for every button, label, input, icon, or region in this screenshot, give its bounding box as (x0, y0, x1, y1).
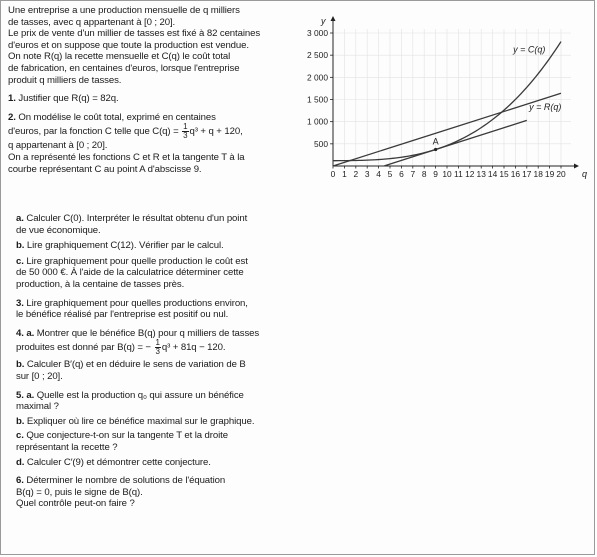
x-tick-label: 9 (433, 169, 438, 179)
fraction-denominator: 3 (183, 131, 188, 141)
question-text: d'euros, par la fonction C telle que C(q) = (8, 126, 179, 138)
question-5 (16, 390, 288, 469)
question-text: Quelle est la production q₀ qui assure un bénéfice (36, 389, 244, 401)
x-tick-label: 8 (421, 169, 427, 179)
question-1 (8, 93, 300, 105)
intro-line: On note R(q) la recette mensuelle et C(q) le coût total (8, 51, 231, 63)
intro-line: Une entreprise a une production mensuelle de q milliers (8, 5, 240, 16)
questions-column (16, 213, 288, 514)
y-tick-label: 2 000 (307, 72, 328, 83)
question-number: 4. (16, 327, 24, 339)
x-tick-label: 6 (399, 169, 404, 179)
question-number: 6. (16, 475, 24, 487)
question-text: On a représenté les fonctions C et R et la tangente T à la (8, 151, 245, 163)
x-tick-label: 1 (342, 169, 347, 179)
sub-label: b. (16, 359, 25, 371)
question-text: Lire graphiquement pour quelles productions environ, (26, 297, 248, 309)
point-A (434, 148, 437, 151)
x-tick-label: 5 (387, 169, 393, 179)
question-text: de vue économique. (16, 224, 101, 236)
fraction (182, 123, 188, 140)
question-text: maximal ? (16, 401, 59, 413)
y-axis-arrow (331, 16, 336, 21)
question-text: Justifier que R(q) = 82q. (18, 93, 119, 105)
question-text: Calculer C′(9) et démontrer cette conjecture. (26, 456, 211, 468)
x-tick-label: 10 (442, 169, 452, 179)
series-label-R: y = R(q) (529, 102, 562, 113)
question-6 (16, 475, 288, 510)
question-number: 3. (16, 297, 24, 309)
question-text: Lire graphiquement C(12). Vérifier par le calcul. (26, 240, 224, 252)
sub-label: b. (16, 240, 25, 252)
x-axis-label: q (582, 169, 588, 179)
fraction (155, 339, 161, 356)
intro-line: Le prix de vente d'un millier de tasses est fixé à 82 centaines (8, 28, 261, 40)
question-text: produites est donné par B(q) = − (16, 342, 151, 354)
sub-label: c. (16, 255, 24, 267)
y-tick-label: 1 000 (307, 116, 328, 127)
question-text: Lire graphiquement pour quelle production le coût est (26, 255, 248, 267)
intro-line: d'euros et on suppose que toute la production est vendue. (8, 39, 249, 51)
question-number: 2. (8, 111, 16, 123)
question-2 (8, 112, 300, 175)
intro-line: produit q milliers de tasses. (8, 74, 122, 86)
question-text: Calculer C(0). Interpréter le résultat obtenu d'un point (26, 213, 248, 224)
question-text: Montrer que le bénéfice B(q) pour q milliers de tasses (36, 327, 260, 339)
question-text: Calculer B′(q) et en déduire le sens de variation de B (26, 359, 246, 371)
x-tick-label: 14 (487, 169, 498, 179)
question-text: production, à la centaine de tasses près. (16, 278, 185, 290)
function-graph (299, 11, 593, 189)
fraction-numerator: 1 (183, 122, 188, 132)
x-tick-label: 7 (410, 169, 416, 179)
question-text: Expliquer où lire ce bénéfice maximal sur le graphique. (26, 415, 255, 427)
y-axis-label: y (321, 16, 326, 26)
question-text: courbe représentant C au point A d'abscisse 9. (8, 163, 202, 175)
question-text: On modélise le coût total, exprimé en centaines (18, 111, 216, 123)
x-tick-label: 11 (454, 169, 463, 179)
question-text: le bénéfice réalisé par l'entreprise est positif ou nul. (16, 309, 229, 321)
y-tick-label: 2 500 (307, 50, 328, 61)
question-number: 5. (16, 389, 24, 401)
sub-label: d. (16, 456, 25, 468)
x-tick-label: 19 (544, 169, 555, 179)
x-tick-label: 18 (533, 169, 543, 179)
statement-column (8, 5, 300, 179)
question-text: sur [0 ; 20]. (16, 370, 63, 382)
question-2a (16, 213, 288, 236)
series-label-C: y = C(q) (513, 44, 546, 55)
question-4 (16, 328, 288, 383)
question-text: Que conjecture-t-on sur la tangente T et la droite (26, 430, 228, 442)
intro-line: de fabrication, en centaines d'euros, lorsque l'entreprise (8, 62, 240, 74)
x-tick-label: 16 (510, 169, 521, 179)
point-A-label: A (432, 136, 439, 147)
question-2c (16, 256, 288, 291)
x-tick-label: 4 (376, 169, 381, 179)
x-tick-label: 17 (522, 169, 532, 179)
fraction-denominator: 3 (155, 347, 160, 357)
sub-label: c. (16, 430, 24, 442)
question-text: Déterminer le nombre de solutions de l'équation (26, 475, 226, 487)
y-tick-label: 1 500 (307, 94, 328, 105)
x-axis-arrow (574, 164, 579, 169)
question-3 (16, 298, 288, 321)
x-tick-label: 20 (556, 169, 566, 179)
sub-label: a. (26, 389, 35, 401)
question-text: q appartenant à [0 ; 20]. (8, 140, 108, 152)
question-text: q³ + 81q − 120. (161, 342, 226, 354)
sub-label: a. (16, 213, 24, 224)
question-number: 1. (8, 93, 16, 105)
x-tick-label: 13 (476, 169, 486, 179)
y-tick-label: 500 (314, 138, 328, 149)
question-text: q³ + q + 120, (189, 126, 243, 138)
x-tick-label: 15 (499, 169, 509, 179)
x-tick-label: 0 (330, 169, 336, 179)
question-text: B(q) = 0, puis le signe de B(q). (16, 486, 143, 498)
intro-line: de tasses, avec q appartenant à [0 ; 20]. (8, 16, 176, 28)
sub-label: a. (26, 327, 35, 339)
x-tick-label: 3 (364, 169, 370, 179)
y-tick-label: 3 000 (307, 28, 328, 38)
x-tick-label: 12 (465, 169, 475, 179)
question-text: de 50 000 €. À l'aide de la calculatrice déterminer cette (16, 267, 244, 279)
x-tick-label: 2 (353, 169, 359, 179)
question-text: Quel contrôle peut-on faire ? (16, 498, 135, 510)
intro-paragraph (8, 5, 300, 86)
question-text: représentant la recette ? (16, 441, 118, 453)
fraction-numerator: 1 (155, 338, 160, 348)
sub-label: b. (16, 415, 25, 427)
question-2b (16, 240, 288, 252)
